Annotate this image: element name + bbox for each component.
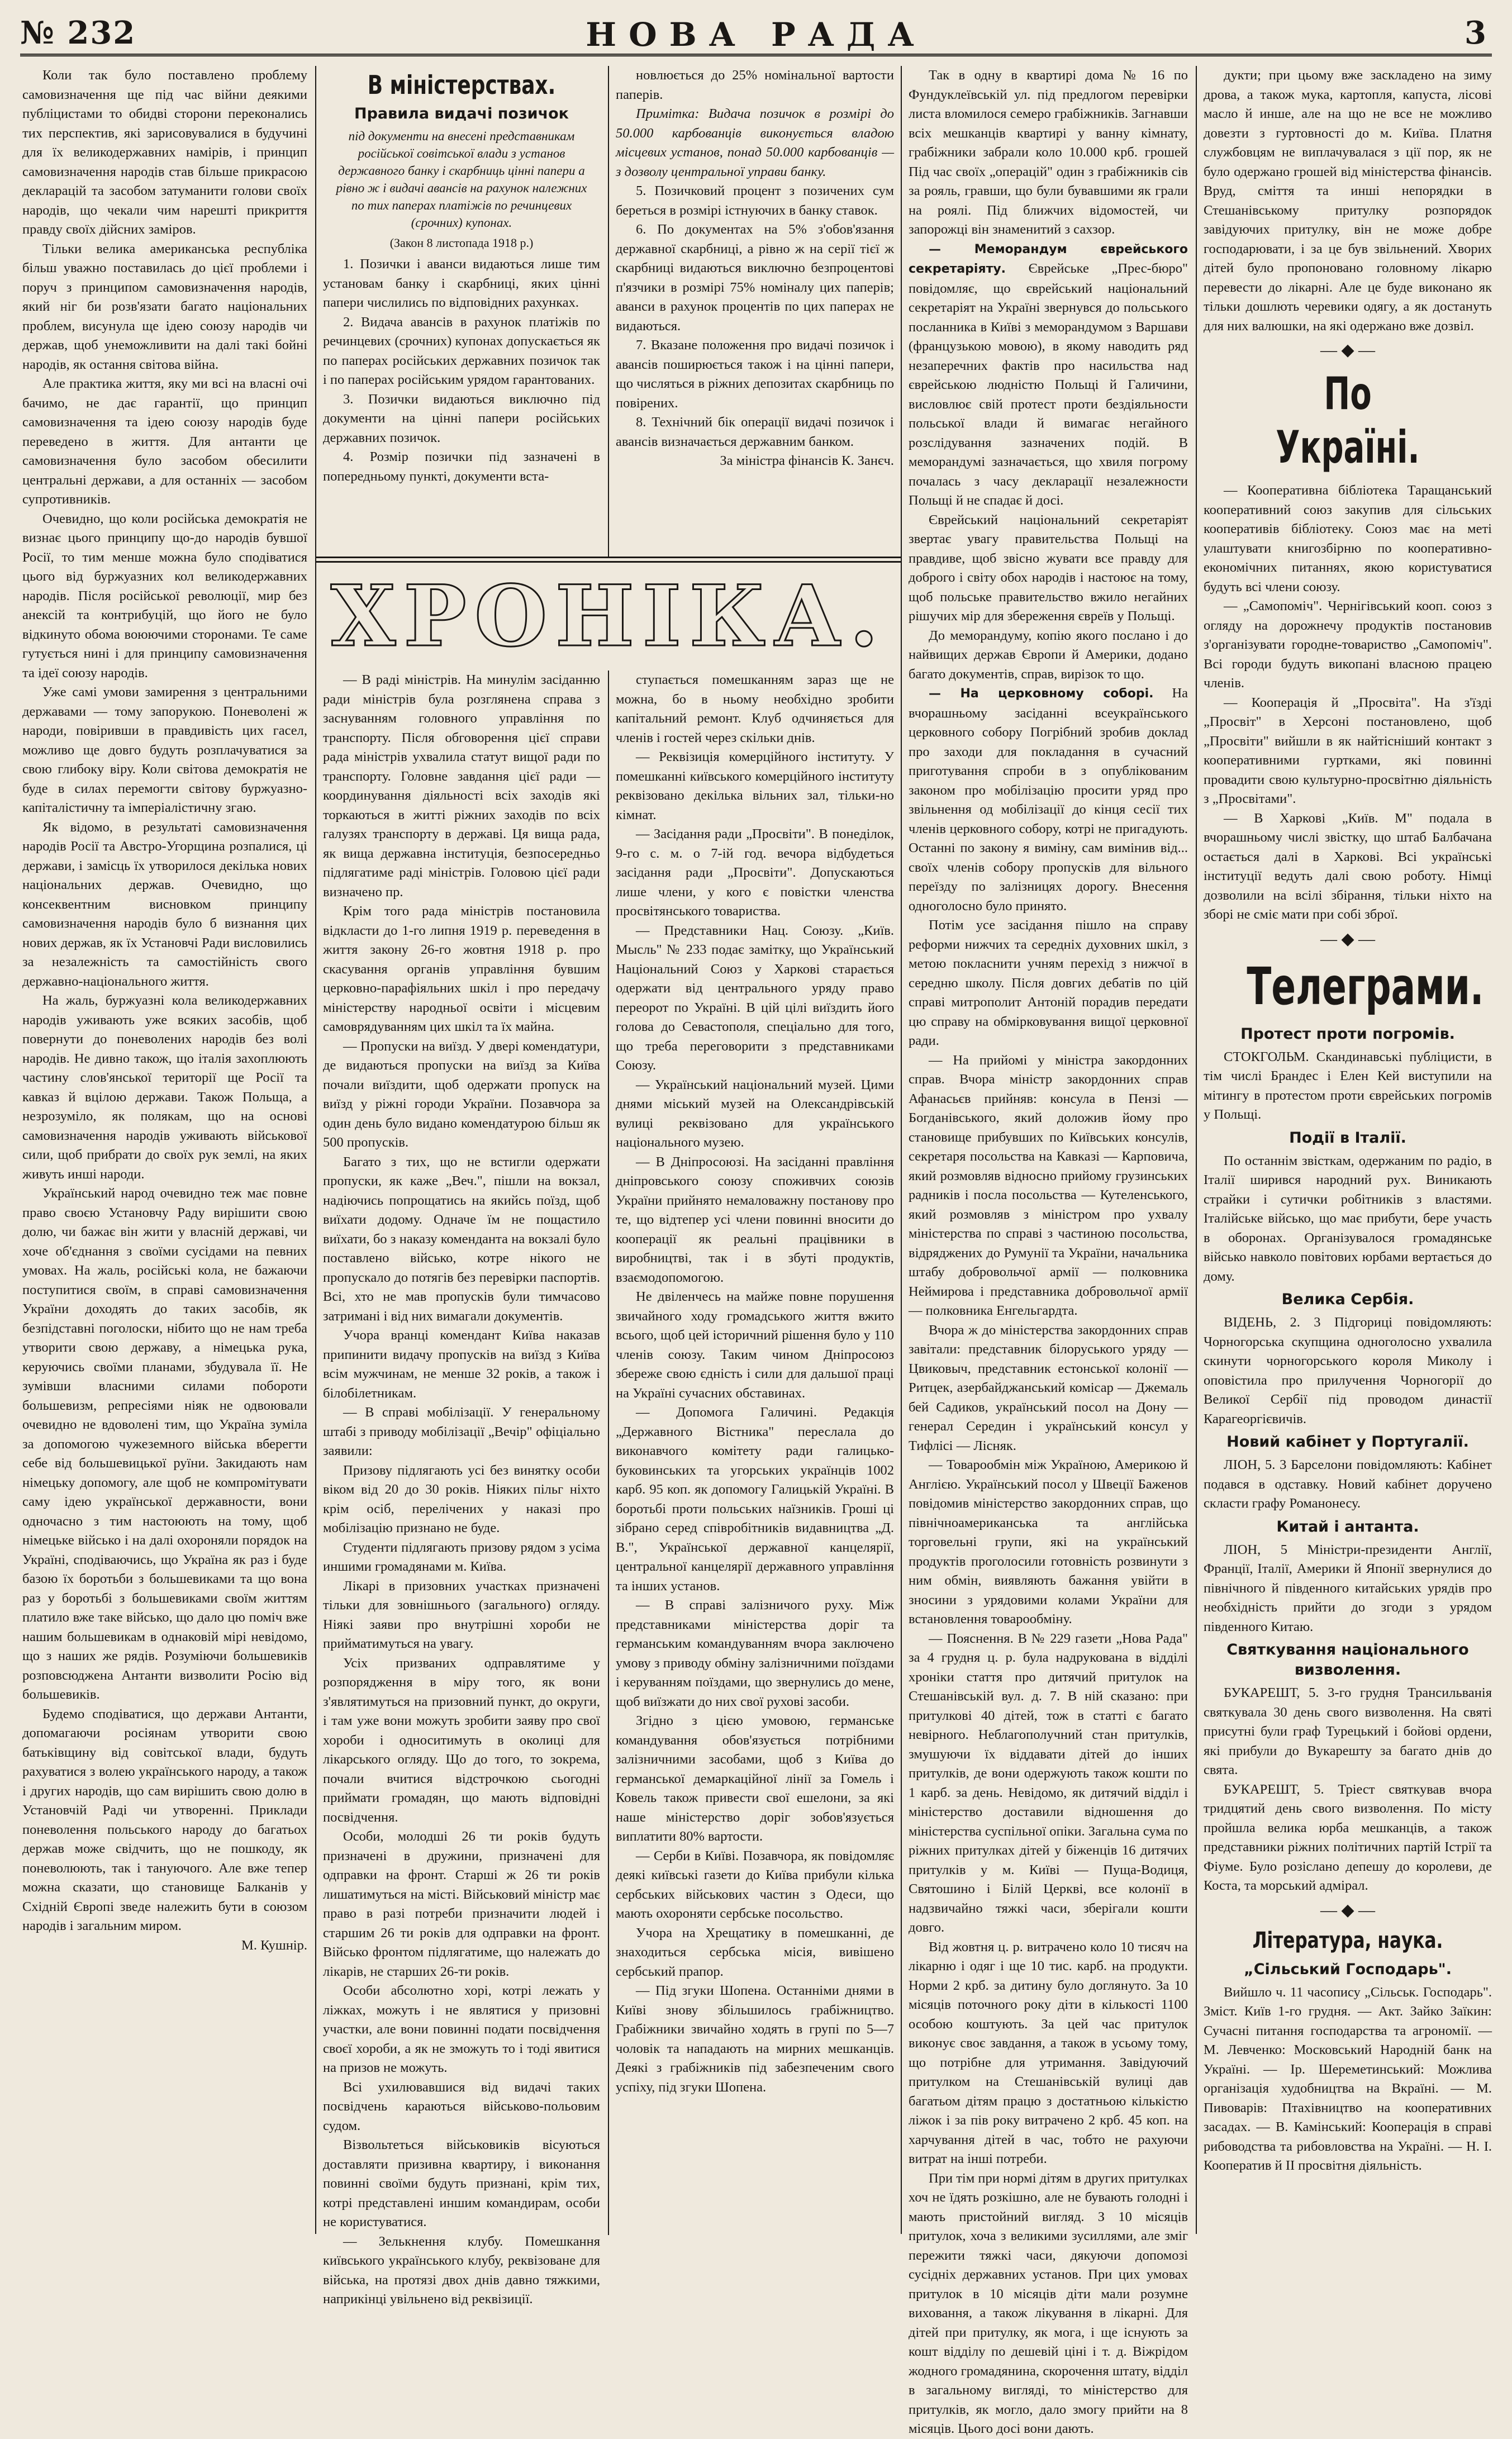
news-item: При тім при нормі дітям в других притулках хоч не їдять розкішно, але не бувають голодні і мають пристойний вигляд. З 10 місяців притулок, хоча з великими зусиллями, але зміг пережити тяжкі часи, дякуючи допомозі сусідніх державних установ. При цих умовах притулок в 10 місяців діти мали розумне виховання, а також лікування в лікарні. Для дітей при притулку, як мога, і ще існують за кошт відділу по дешевій ціні і т. д. Віжрідом жодного громадянина, скорочення штату, відділ в загальному вигляді, то міністерство для притулків, як могло, дало змогу прийти на 8 місяців. Цього досі вони дають. bbox=[909, 2170, 1188, 2436]
paragraph: 5. Позичковий процент з позичених сум береться в розмірі істнуючих в банку ставок. bbox=[616, 183, 894, 218]
ministries-continuation bbox=[616, 66, 894, 552]
paragraph: 3. Позички видаються виключно під документи на цінні папери російських державних позичок. bbox=[323, 391, 600, 445]
news-item: — В справі мобілізації. У генеральному штабі з приводу мобілізації „Вечір" офіціально заявили: bbox=[323, 1405, 600, 1458]
ministries-column bbox=[323, 66, 600, 552]
news-item: Потім усе засідання пішло на справу реформи нижчих та середніх духовних шкіл, з метою покласнити учням перехід з нижчої в середню школу. Після довгих дебатів по цій справі митрополит Антоній порадив передати цю справу на обмірковування вищої церковної ради. bbox=[909, 917, 1188, 1048]
ornament-divider: — ◆ — bbox=[1320, 341, 1376, 359]
news-item: Візвольтеться військовиків вісуються доставляти призивна квартиру, і виконання повинні своїми будуть признані, крім тих, котрі представлені иншим командирам, особи не користуватися. bbox=[323, 2137, 600, 2229]
news-item: — Пропуски на виїзд. У двері комендатури, де видаються пропуски на виїзд за Київа почали виїздити, щоб одержати пропуск на виїзд у ріжні городи України. Позавчора за один день було видано комендатурою більш як 500 пропусків. bbox=[323, 1038, 600, 1150]
news-item: — Зелькнення клубу. Помешкання київського українського клубу, реквізоване для війська, на протязі двох днів давно тяжкими, наприкінці увільнено від реквізиції. bbox=[323, 2233, 600, 2307]
paragraph: 4. Розмір позички під зазначені в попередньому пункті, документи вста- bbox=[323, 449, 600, 484]
item-text: Єврейське „Прес-бюро" повідомляє, що єврейський національний секретаріят на Україні звернувся до польського посланника в Київі з меморандумом з Варшави (французькою мовою), в якому наводить ряд незаперечних фактів про насильства над єврейською людністю Польщі й Галичини, висловлює свій протест проти бездіяльности польської влади й вимагає негайного розслідування зазначених подій. В меморандумі зазначається, що хвиля погрому почалась з часу декларації незалежности Польщі й не спадає й досі. bbox=[909, 261, 1188, 508]
news-item: Згідно з цією умовою, германське командування обов'язується потрібними залізничними засобами, щоб з Київа до германської демаркаційної лінії за Гомель і Ковель також привести свої ешелони, за які наше міністерство доріг зобов'язується виплатити 80% вартости. bbox=[616, 1713, 894, 1844]
paragraph: новлюється до 25% номінальної вартости паперів. bbox=[616, 68, 894, 102]
section-rule bbox=[316, 557, 901, 558]
page-header bbox=[20, 10, 1492, 56]
news-item: — Кооперативна бібліотека Таращанський кооперативний союз закупив для сільських кооперативів бібліотеку. Союз має на меті улаштувати книгозбірню по кооперативно-економічних питаннях, якою користуватися будуть всі члени союзу. bbox=[1204, 483, 1492, 595]
telegram-text: СТОКГОЛЬМ. Скандинавські публіцисти, в тім числі Брандес і Елен Кей виступили на мітингу в протестом проти єврейських погромів у Польщі. bbox=[1204, 1049, 1492, 1122]
telegram-text: БУКАРЕШТ, 5. 3-го грудня Трансильванія святкувала 30 день свого визволення. На святі присутні були граф Турецький і бойові ордени, які прибули до Вукарешту за багато днів до свята. bbox=[1204, 1685, 1492, 1777]
paper-title: НОВА РАДА bbox=[586, 16, 926, 54]
paragraph: Але практика життя, яку ми всі на власні очі бачимо, не дає гарантії, що принцип самовизначення та ідею союзу народів буде переведено в життя. Для антанти це самовизначення було засобом обесилити центральні держави, а для останніх — засобом супротивників. bbox=[22, 376, 307, 507]
article-heading: Правила видачі позичок bbox=[354, 105, 569, 122]
paragraph: Як відомо, в результаті самовизначення народів Росії та Австро-Угорщина розпалися, ці держави, і замісць їх утворилося декілька нових національних держав. Очевидно, що консеквентним висновком принципу самовизначення народів було б визнання цих нових держав, як їх Установчі Ради висловились за незалежність та самостійність свого державно-національного життя. bbox=[22, 819, 307, 989]
news-item: Не двіленчесь на майже повне порушення звичайного ходу громадського життя вжито всього, щоб цей історичний рішення було у 110 членів союзу. Таким чином Дніпросоюз збереже свою єдність і сили для дальшої праці на Україні сучасних обставинах. bbox=[616, 1289, 894, 1401]
news-item: Вчора ж до міністерства закордонних справ завітали: представник білоруського уряду — Цвиковыч, представник естонської колонії — Ритцек, азербайджанський комісар — Джемаль бей Садиков, український посол на Дону — генерал Середин і український консул у Тифлісі — Лісняк. bbox=[909, 1322, 1188, 1453]
issue-number: № 232 bbox=[20, 15, 136, 51]
news-item: — Кооперація й „Просвіта". На з'їзді „Просвіт" в Херсоні постановлено, щоб „Просвіти" вийшли в як найтісніший контакт з кооперативними гуртками, які повинні провадити свою культурно-просвітню діяльність з „Просвітами". bbox=[1204, 695, 1492, 806]
news-item: — В Дніпросоюзі. На засіданні правління дніпровського союзу споживчих союзів України прийнято немаловажну постанову про те, що відтепер усі члени повинні вносити до кооперації як реальні працівники в виробництві, так і в збуті продуктів, взаємодопомогою. bbox=[616, 1154, 894, 1285]
news-item: Учора на Хрещатику в помешканні, де знаходиться сербська місія, вивішено сербський прапор. bbox=[616, 1925, 894, 1979]
author-signature: М. Кушнір. bbox=[241, 1937, 307, 1953]
news-item: Так в одну в квартирі дома № 16 по Фундуклеївській ул. під предлогом перевірки листа вломилося семеро грабіжників. Загнавши всіх мешканців квартирі у ванну кімнату, грабіжники забрали коло 10.000 крб. грошей Під час своїх „операцій" один з грабіжників сів за рояль, гравши, що були бувавшими як грали на роялі. Під ближчих відомостей, чи запорожці він знаменитий з сахзор. bbox=[909, 68, 1188, 237]
telegram-text: БУКАРЕШТ, 5. Тріест святкував вчора тридцятий день свого визволення. По місту пройшла велика юрба мешканців, а також представники ріжних політичних партій Істрії та Фіуме. Було розіслано депешу до королеви, де Коста, та морський адмірал. bbox=[1204, 1781, 1492, 1893]
note: Примітка: Видача позичок в розмірі до 50.000 карбованців виконується владою місцевих установ, понад 50.000 карбованців — з дозволу центральної управи банку. bbox=[616, 106, 894, 179]
telegrams-heading: Телеграми. bbox=[1247, 956, 1484, 1016]
news-item: Учора вранці комендант Київа наказав припинити видачу пропусків на виїзд з Київа всім мужчинам, не менше 32 років, а також і білобілетникам. bbox=[323, 1328, 600, 1401]
news-item: ступається помешканням зараз ще не можна, бо в ньому необхідно зробити капітальний ремонт. Клуб одчиняється для членів і гостей через скільки днів. bbox=[616, 672, 894, 745]
column-rule bbox=[315, 66, 316, 2234]
paragraph: Український народ очевидно теж має повне право своєю Установчу Раду вирішити свою долю, чи бажає він жити у власній державі, чи хоче об'єднання з своїми сусідами на певних умовах. На жаль, російські кола, не бажаючи поступитися своїм, в справі самовизначення України доходять до таких засобів, як безпідставні поголоски, нібито що не нам треба утворити свою державу, а німецька рука, керуючись своїми планами, збудувала її. Не зумівши власними силами побороти большевизм, репресіями ніяк не одвоювали очевидно не вдоволені тим, що Україна зуміла за допомогою чужеземного війська вберегти себе від большевицької руїни. Закидають нам німецьку допомогу, але щоб не компромітувати саму ідею української державности, вони одночасно з тим настоюють на тому, щоб німецьке військо і на далі охороняли порядок на Україні, сподіваючись, що Україна як раз і буде базою їх боротьби з большевиками та що вона раз у боротьбі з большевиками своїм життям платило вже таке військо, що дало цю поміч вже нашим большевикам в однаковій мірі невідомо, що з наших же рядів. Розуміючи большевиків розповсюджена Антанти визволити Росію від большевиків. bbox=[22, 1186, 307, 1702]
telegram-heading: Події в Італії. bbox=[1289, 1129, 1406, 1147]
news-item: — В Харкові „Київ. М" подала в вчорашньому числі звістку, що штаб Балбачана остається далі в Харкові. Всі українські інституції ведуть далі свою роботу. Німці дозволили на всілі збірання, тільки ніхто на зборі не сміє мати при собі зброї. bbox=[1204, 810, 1492, 922]
news-item: — На прийомі у міністра закордонних справ. Вчора міністр закордонних справ Афанасьєв прийняв: консула в Пензі — Богданівського, який доложив йому про становище прибувших по Київських консулів, секретаря посольства на Кавказі — Карповича, який розмовляв відносно прийому грузинських радників і посла посольства — Кутеленського, який розмовляв з міністром про ухвалу міністерства по справі з частиною посольства, відряджених до Румунії та України, начальника штабу добровольчої армії — полковника Неймирова і представника добровольчої армії — полковника Енгельгардта. bbox=[909, 1052, 1188, 1318]
news-item: Призову підлягають усі без винятку особи віком від 20 до 30 років. Ніяких пільг ніхто крім осіб, перелічених у наказі про мобілізацію признано не буде. bbox=[323, 1462, 600, 1535]
paragraph: 8. Технічний бік операції видачі позичок і авансів визначається державним банком. bbox=[616, 415, 894, 449]
ornament-divider: — ◆ — bbox=[1320, 929, 1376, 948]
news-item: — Товарообмін між Україною, Америкою й Англією. Український посол у Швеції Баженов повідомив міністерство закордонних справ, що північноамериканська та англійська торговельні групи, які на український продуктів проголосили готовність розвинути з ним обмін, виявляють бажання увійти в зносини з урядовими колами України для встановлення товарообміну. bbox=[909, 1457, 1188, 1627]
news-item: — Засідання ради „Просвіти". В понеділок, 9-го с. м. о 7-ій год. вечора відбудеться засідання ради „Просвіти". Допускаються лише члени, у кого є повістки членства просвітянського товариства. bbox=[616, 826, 894, 919]
news-column-4 bbox=[909, 66, 1188, 2436]
editorial-column bbox=[22, 66, 307, 2228]
news-item: — „Самопоміч". Чернігівський кооп. союз з огляду на дорожнечу продуктів постановив з'організувати городне-товариство „Самопоміч". Всі городи будуть викопані власною працею членів. bbox=[1204, 598, 1492, 691]
paragraph: 7. Вказане положення про видачі позичок і авансів поширюється також і на цінні папери, що числяться в ріжних депозитах скарбниць по повірених. bbox=[616, 337, 894, 411]
telegram-text: По останнім звісткам, одержаним по радіо, в Італії ширився народний рух. Виникають страйки і сутички робітників з властями. Італійське військо, що має прибути, бере участь в оборонах. Організувалося громадянське військо навколо повітових юрбами вертається до дому. bbox=[1204, 1153, 1492, 1284]
article-lead: під документи на внесені представникам російської совітської влади з установ державного банку і скарбниць цінні папери а рівно ж і видачі авансів на рахунок належних по тих паперах платіжів по речинцевих (срочних) купонах. bbox=[336, 129, 587, 230]
chronicle-column-right bbox=[616, 671, 894, 2229]
paragraph: Тільки велика американська республіка більш уважно поставилась до цієї проблеми і поруч з принципом самовизначення народів, який ніг би розв'язати багато національних проблем, висунула ще ідею союзу народів чи держав, щоб унеможливити на далі такі бойні народів, як остання світова війна. bbox=[22, 241, 307, 372]
news-item: Крім того рада міністрів постановила відкласти до 1-го липня 1919 р. переведення в життя закону 26-го жовтня 1918 р. про скасування органів управління бувшим церковно-парафіяльних шкіл і про передачу міністерству народньої освіти і місцевим самоврядуванням цих шкіл та їх майна. bbox=[323, 904, 600, 1034]
section-rule bbox=[316, 561, 901, 563]
news-item: Лікарі в призовних участках призначені тільки для зовнішнього (загального) огляду. Ніякі заяви про внутрішні хороби не прийматимуться на увагу. bbox=[323, 1578, 600, 1651]
paragraph: 1. Позички і аванси видаються лише тим установам банку і скарбниці, яких цінні папери числились по відповідних рахунках. bbox=[323, 256, 600, 310]
item-lead: — Меморандум єврейського секретаріяту. bbox=[909, 242, 1188, 276]
paragraph: 6. По документах на 5% з'обов'язання державної скарбниці, а рівно ж на серії тієї ж скарбниці видаються виключно безпроцентові п'язчики в розмірі 75% номіналу цих паперів; аванси в рахунок процентів по цих паперах не видаються. bbox=[616, 222, 894, 334]
section-heading: В міністерствах. bbox=[367, 70, 556, 100]
news-item: Студенти підлягають призову рядом з усіма иншими громадянами м. Київа. bbox=[323, 1539, 600, 1574]
paragraph: На жаль, буржуазні кола великодержавних народів уживають уже всяких засобів, щоб повернути до поневолених народів без волі народів. Не дивно також, що італія захоплюють частину слов'янської території ще Росії та кавказ й вцілою держави. Також Польща, а незрозуміло, як полякам, що на основі самовизначення народів уживають військової сили, щоб прибрати до своїх рук землі, на яких живуть инші народи. bbox=[22, 993, 307, 1182]
item-lead: — На церковному соборі. bbox=[929, 687, 1154, 701]
ornament-divider: — ◆ — bbox=[1320, 1900, 1376, 1919]
news-item: Всі ухилювавшися від видачі таких посвідчень караються військово-польовим судом. bbox=[323, 2079, 600, 2133]
page-number: 3 bbox=[1465, 15, 1486, 51]
column-rule bbox=[608, 66, 609, 558]
item-text: На вчорашньому засіданні всеукраїнського церковного собору Погрібний зробив доклад про заходи для покладання в сучасний приготування спроби в з опублікованим законом про мобілізацію просити уряд про звільнення од мобілізації до кінця сесії тих членів церковного собору, котрі не пригадують. Останні по закону я виміну, сам вимінив від... своїх членів собору пропусків для вільного переїзду по залізницях дорогу. Внесення одноголосно було принято. bbox=[909, 686, 1188, 914]
news-item: Усіх призваних одправлятиме у розпорядження в міру того, як вони з'являтимуться на призовний пункт, до округи, і там уже вони можуть зробити заяву про свої хороби і односитимуть в околиці для лікарського огляду. Що до того, то зокрема, почали вчитися відстрочкою сьогодні приймати громадян, що мають відповідні посвідчення. bbox=[323, 1655, 600, 1825]
literature-text: Вийшло ч. 11 часопису „Сільськ. Господарь". Зміст. Київ 1-го грудня. — Акт. Зайко Заїкин: Сучасні питання господарства та агрономії. — М. Левченко: Московський Народній банк на Україні. — Ір. Шереметинський: Можлива організація худобництва на Вкраїні. — М. Пивоварів: Птахівництво на кооперативних засадах. — В. Камінський: Кооперація в справі рибоводства та рибовловства на Україні. — Н. І. Кооператив й ІІ просвітня діяльність. bbox=[1204, 1984, 1492, 2173]
news-item: До меморандуму, копію якого послано і до найвищих держав Європи й Америки, додано багато документів, справ, вирізок то що. bbox=[909, 627, 1188, 682]
literature-heading: Література, наука. bbox=[1252, 1927, 1443, 1953]
paragraph: Уже самі умови замирення з центральними державами — тому запорукою. Поневолені ж народи, повіривши в правдивість цих гасел, можливо ще довго будуть розплачуватися за свою глибоку віру. Коли світова демократія не буде в силах перемогти світову буржуазно-капіталістичну та імперіалістичну згаю. bbox=[22, 684, 307, 815]
section-heading: По Україні. bbox=[1276, 368, 1420, 473]
news-item: Від жовтня ц. р. витрачено коло 10 тисяч на лікарню і одяг і ще 10 тис. карб. на продукти. Норми 2 крб. за дитину було доглянуто. За 10 місяців поточного року діти в кількості 1100 особою коштують. За цей час притулок виконує своє завдання, а також в усьому тому, що потрібне для утримання. Завідуючий притулком на Стешанівській вулиці дав багатьом дітям працю з достатньою кількістю ліжок і за пів року витрачено 2 крб. 45 коп. на харчування дітей в час, тобто не рахуючи витрат на інші потреби. bbox=[909, 1939, 1188, 2166]
news-item: — Український національний музей. Цими днями міський музей на Олександрівській вулиці реквізовано для українського національного музею. bbox=[616, 1077, 894, 1150]
chronicle-column-left bbox=[323, 671, 600, 2307]
chronicle-heading: ХРОНІКА. bbox=[330, 567, 887, 665]
telegram-heading: Святкування національного визволення. bbox=[1226, 1641, 1469, 1679]
telegram-text: ВІДЕНЬ, 2. 3 Підгориці повідомляють: Чорногорська скупщина одноголосно ухвалила скинути чорногорського короля Миколу і оповістила про прилучення Чорногорії до Великої Сербії під проводом династії Карагеоргієвичів. bbox=[1204, 1315, 1492, 1427]
column-rule bbox=[1196, 66, 1197, 2234]
column-rule bbox=[901, 66, 902, 2234]
news-item: — Під згуки Шопена. Останніми днями в Київі знову збільшилось грабіжництво. Грабіжники звичайно ходять в групі по 5—7 чоловік та нападають на мирних мешканців. Деякі з грабіжників під забезпеченим свого успіху, під згуки Шопена. bbox=[616, 1983, 894, 2095]
news-item: — Серби в Київі. Позавчора, як повідомляє деякі київські газети до Київа прибули кілька сербських військових частин з Одеси, що мають охороняти сербське посольство. bbox=[616, 1848, 894, 1921]
signature: За міністра фінансів К. Занєч. bbox=[720, 453, 894, 468]
news-item: Особи, молодші 26 ти років будуть призначені в дружини, призначені для одправки на фронт. Старші ж 26 ти років лишатимуться на місті. Військовий міністр має право в разі потреби призначити людей і старшим 26 ти років для одправки на фронт. Військо фронтом підлягатиме, що належать до лікарів, не старших 26-ти років. bbox=[323, 1829, 600, 1979]
news-item: — Пояснення. В № 229 газети „Нова Рада" за 4 грудня ц. р. була надрукована в відділі хроніки стаття про дитячий притулок на Стешанівській вул. д. 7. В ній сказано: при притулкові 40 дітей, тож в статті є багато невірного. Неблагополучний стан притулків, змушуючи їх віддавати дітей до інших притулків, де вони одержують також кошти по 1 карб. за день. Невідомо, як дитячий відділ і міністерство доставили відношення до міністерства суспільної опіки. Загальна сума по ріжних притулках дітей у біженців 16 дитячих притулків у м. Київі — Пуща-Водиця, Святошино і Білій Церкві, все колонії в надзвичайно тяжкі часи, зберігали кошти довго. bbox=[909, 1630, 1188, 1935]
column-rule bbox=[608, 671, 609, 2235]
telegram-text: ЛІОН, 5 Міністри-президенти Англії, Франції, Італії, Америки й Японії звернулися до північного й південного китайських урядів про необхідність прийти до згоди з урядом південного Китаю. bbox=[1204, 1542, 1492, 1634]
news-item: — Представники Нац. Союзу. „Київ. Мысль" № 233 подає замітку, що Український Національний Союз у Харкові старається одержати від центрального уряду право переорот по Україні. В цій цілі виїздить його голова до Севастополя, спеціально для того, що треба переговорити з представниками Союзу. bbox=[616, 923, 894, 1073]
literature-subheading: „Сільський Господарь". bbox=[1243, 1960, 1452, 1978]
paragraph: Очевидно, що коли російська демократія не визнає цього принципу що-до народів бувшої Росії, то тим менше можна було сподіватися цього від буржуазних кол великодержавних народів. Після російської революції, мир без анексій та контрибуцій, що його не було відкинуто обома воюючими сторонами. Те саме гутується нині і для принципу самовизначення та ідеї союзу народів. bbox=[22, 511, 307, 681]
paragraph: Коли так було поставлено проблему самовизначення ще під час війни деякими публіцистами то обидві сторони переконались тих перспектив, які зарисовувалися в будучині для їх великодержавних намірів, і принцип самовизначення народів став більше прикрасою декларацій та засобом затуманити голови своїх народів, що чекали чим нарешті прикриття правду своїх дійсних заміров. bbox=[22, 68, 307, 237]
telegram-heading: Протест проти погромів. bbox=[1240, 1025, 1455, 1043]
news-item: — В раді міністрів. На минулім засіданню ради міністрів була розглянена справа з заснуванням головного управління по транспорту. Після обговорення цієї справи рада міністрів ухвалила статут вищої ради по транспорту. Головне завдання цієї ради — координування діяльності всіх заходів які торкаються в житті ріжних заходів по всіх галузях транспорту в державі. Ця вища рада, як вища державна інституція, безпосередньо підлягатиме раді міністрів. Головою цієї ради визначено пр. bbox=[323, 672, 600, 900]
news-item: Багато з тих, що не встигли одержати пропуски, як каже „Веч.", пішли на вокзал, надіючись попрощатись на якийсь поїзд, щоб виїхати додому. Одначе їм не пощастило виїхати, бо з наказу коменданта на вокзалі було поставлено військо, котре нікого не пропускало до потягів без перевірки паспортів. Всі, хто не мав пропусків були тимчасово затримані і від них вимагали документів. bbox=[323, 1154, 600, 1324]
paragraph: Будемо сподіватися, що держави Антанти, допомагаючи росіянам утворити свою батьківщину від совітської влади, будуть рахуватися з волею українського народу, а також і других народів, що сам вирішить свою долю в Установчій Раді чи утворенні. Приклади поневолення польського народу до багатьох держав може свідчить, що не пошкоду, як поневолюють, так і тануючого. Але вже тепер можна сказати, що становище Балканів у Східній Європі зведе належить бути в союзом народів і загальним миром. bbox=[22, 1706, 307, 1933]
news-item: дукти; при цьому вже заскладено на зиму дрова, а також мука, картопля, капуста, лісові масло й инше, але на що не все не можливо довезти з гуртовності до м. Київа. Платня службовцям не виплачувалася з ції пор, як не було одержано грошей від міністерства фінансів. Вруд, сміття та инші непорядки в Стешанівському притулку розпорядок завідуючих притулку, він не може добре господарювати, і за це був звільнений. Хворих дітей було пропоновано головному лікарю перевести до лікарні. Але це буде виконано як тільки дошлють черевики одягу, а як достануть для них валюшки, на які одержано вже дозвіл. bbox=[1204, 68, 1492, 334]
telegram-text: ЛІОН, 5. 3 Барселони повідомляють: Кабінет подався в одставку. Новий кабінет доручено скласти графу Романонесу. bbox=[1204, 1457, 1492, 1511]
news-item: — Допомога Галичині. Редакція „Державного Вістника" переслала до виконавчого комітету ради галицько-буковинських та угорських українців 1002 карб. 95 коп. як допомогу Галицькій Україні. В боротьбі проти польських наїзників. Гроші ці зібрано серед співробітників видавництва „Д. В.", Української державної канцелярії, центральної канцелярії державного управління та інших установ. bbox=[616, 1405, 894, 1594]
paragraph: 2. Видача авансів в рахунок платіжів по речинцевих (срочних) купонах допускається як по паперах російських державних позичок так і по паперах російським урядом гарантованих. bbox=[323, 314, 600, 387]
telegram-heading: Китай і антанта. bbox=[1276, 1518, 1419, 1535]
news-item: Єврейський національний секретаріят звертає увагу правительства Польщі на правдиве, щоб звісно жувати все правду для доброго і світу обох народів і настоює на тому, щоб польське правительство вжило негайних рішучих мір для збереження євреїв у Польщі. bbox=[909, 512, 1188, 624]
news-column-5 bbox=[1204, 66, 1492, 2228]
news-item: — В справі залізничого руху. Між представниками міністерства доріг та германським командуванням вчора заключено умову з приводу обміну залізничними поїздами і керуванням поїздами, що звернулись до мене, щоб виїзжати до них свої рухові засоби. bbox=[616, 1598, 894, 1709]
news-item: — Реквізиція комерційного інституту. У помешканні київського комерційного інституту реквізовано декілька вільних зал, тільки-но кімнат. bbox=[616, 749, 894, 822]
law-reference: (Закон 8 листопада 1918 р.) bbox=[389, 236, 534, 250]
telegram-heading: Велика Сербія. bbox=[1281, 1291, 1414, 1308]
telegram-heading: Новий кабінет у Португалії. bbox=[1226, 1433, 1469, 1451]
news-item: Особи абсолютно хорі, котрі лежать у ліжках, можуть і не являтися у призовні участки, але вони повинні подати посвідчення своєї хороби, а як не зможуть то і тоді явитися на призов не можуть. bbox=[323, 1983, 600, 2075]
